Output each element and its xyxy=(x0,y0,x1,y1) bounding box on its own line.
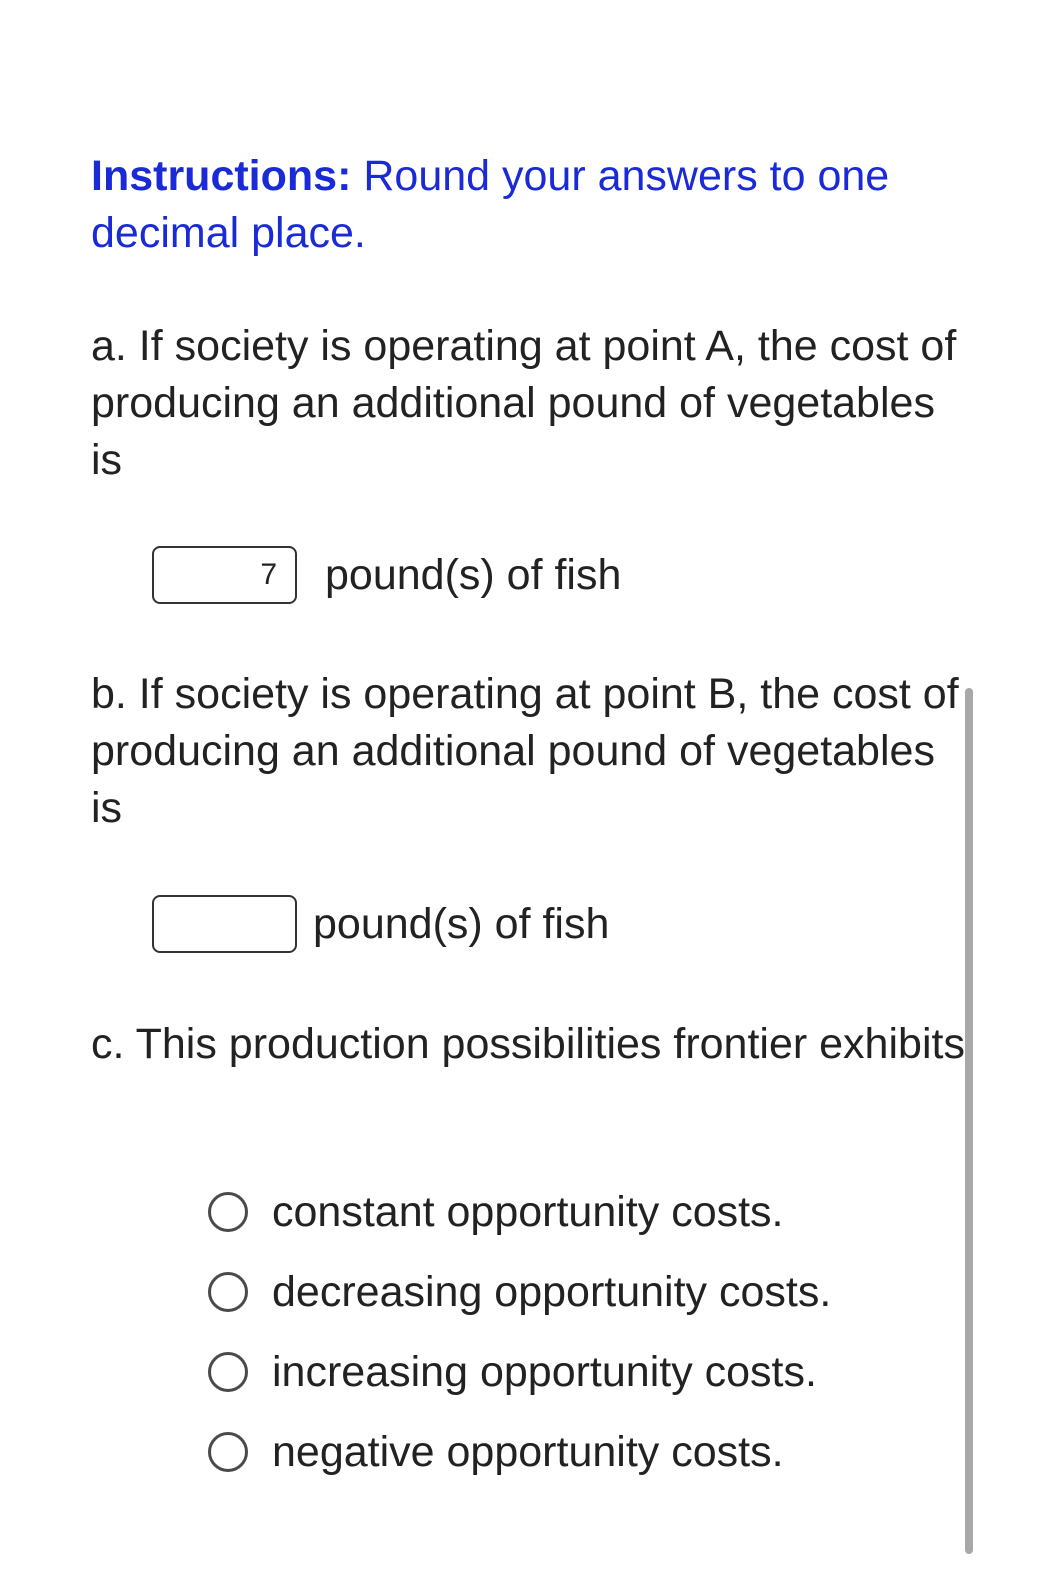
question-a-prompt: a. If society is operating at point A, the cost of producing an additional pound of vegetables is xyxy=(91,322,957,484)
question-c-prompt: c. This production possibilities frontier exhibits xyxy=(91,1020,965,1068)
radio-button[interactable] xyxy=(208,1272,248,1312)
option-label: increasing opportunity costs. xyxy=(272,1347,817,1396)
answer-row-b xyxy=(152,893,609,955)
question-b-prompt: b. If society is operating at point B, the cost of producing an additional pound of vegetables is xyxy=(91,670,959,832)
option-label: negative opportunity costs. xyxy=(272,1427,784,1476)
answer-a-unit: pound(s) of fish xyxy=(325,550,622,599)
answer-b-unit: pound(s) of fish xyxy=(313,899,610,948)
answer-b-input[interactable] xyxy=(152,895,297,953)
option-label: decreasing opportunity costs. xyxy=(272,1267,832,1316)
instructions-text xyxy=(91,148,971,262)
question-c-options xyxy=(208,1172,831,1492)
radio-button[interactable] xyxy=(208,1352,248,1392)
instructions-label: Instructions: xyxy=(91,152,352,200)
option-negative[interactable] xyxy=(208,1412,831,1492)
radio-button[interactable] xyxy=(208,1432,248,1472)
option-constant[interactable] xyxy=(208,1172,831,1252)
radio-button[interactable] xyxy=(208,1192,248,1232)
option-label: constant opportunity costs. xyxy=(272,1187,784,1236)
option-decreasing[interactable] xyxy=(208,1252,831,1332)
vertical-scrollbar[interactable] xyxy=(965,688,973,1554)
answer-row-a xyxy=(152,544,621,606)
option-increasing[interactable] xyxy=(208,1332,831,1412)
answer-a-input[interactable]: 7 xyxy=(152,546,297,604)
instructions-body: Round your answers to one decimal place. xyxy=(91,152,890,257)
